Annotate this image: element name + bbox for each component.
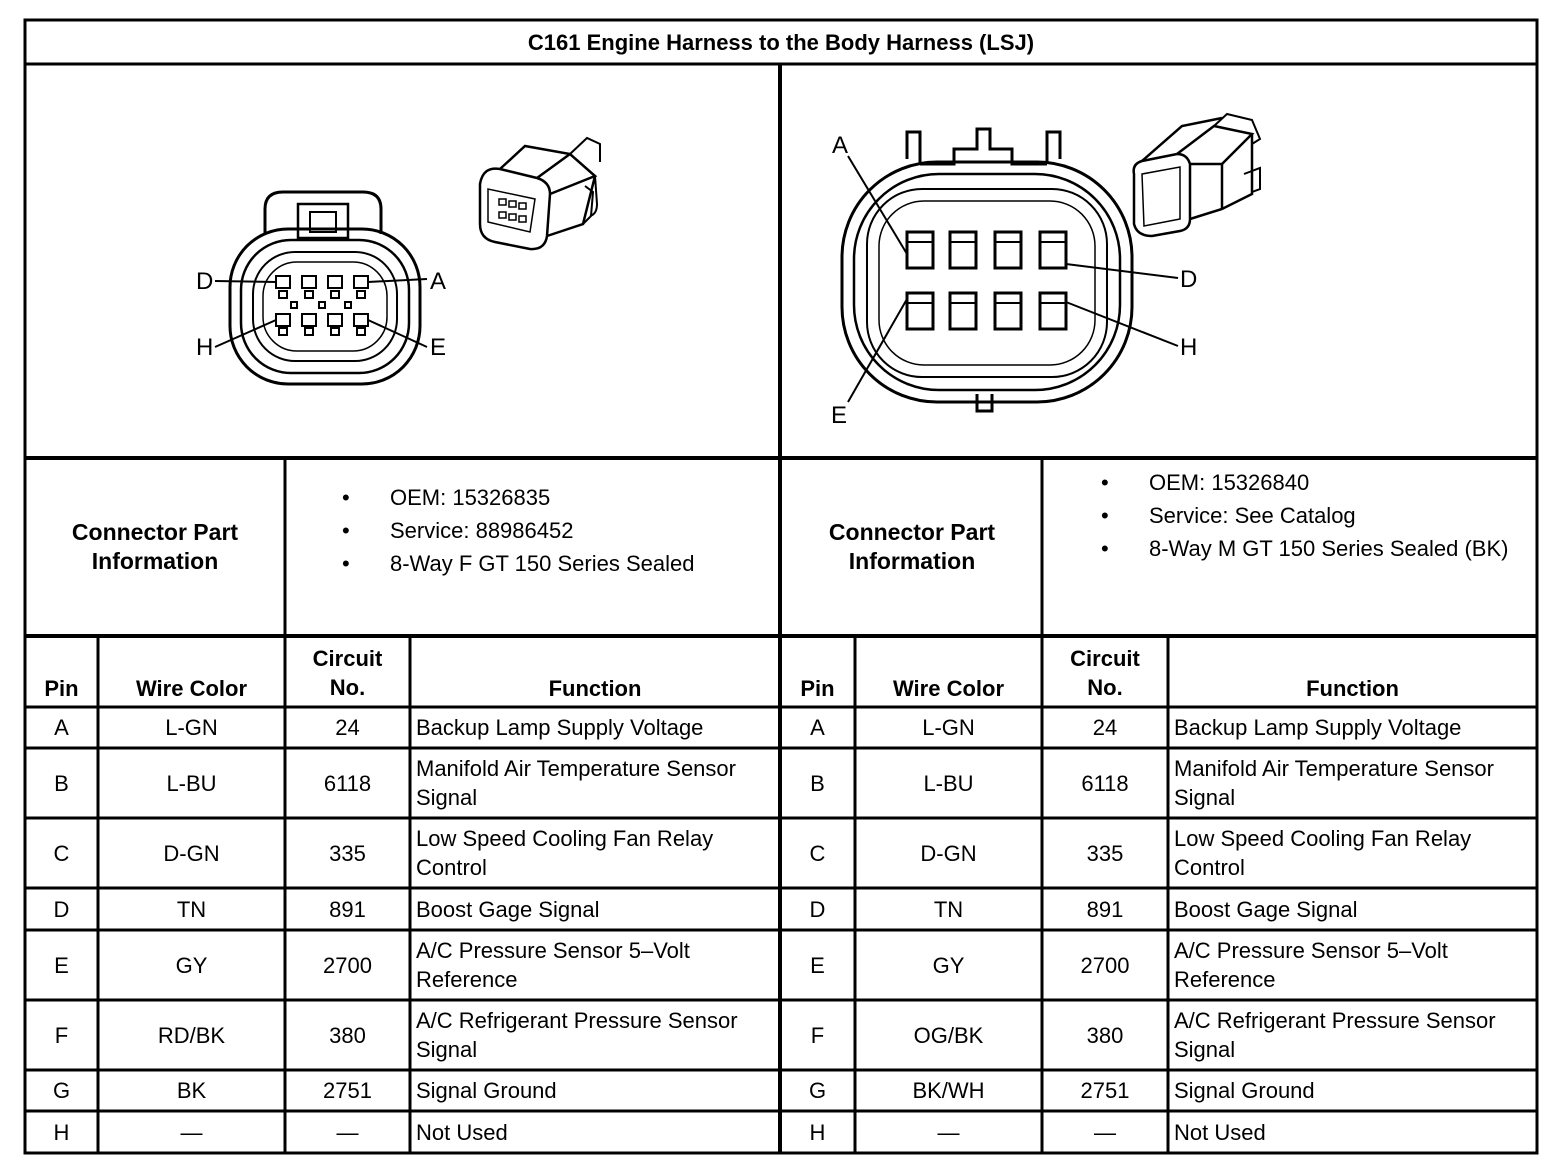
right-cell-pin: H	[809, 1119, 826, 1145]
left-cell-wire-color: D-GN	[163, 840, 220, 866]
right-cell-pin: C	[809, 840, 826, 866]
left-callout-a: A	[430, 268, 447, 295]
right-cell-pin: E	[810, 952, 825, 978]
left-cell-wire-color: L-BU	[166, 770, 217, 796]
right-header-pin: Pin	[800, 676, 835, 701]
right-cell-circuit-no: 24	[1092, 715, 1118, 740]
right-callout-h: H	[1180, 334, 1198, 361]
left-cell-pin: E	[54, 952, 69, 978]
left-cell-circuit-no: 2700	[323, 952, 372, 978]
left-callout-d: D	[196, 268, 214, 295]
left-header-pin: Pin	[44, 676, 79, 701]
left-cell-circuit-no: 2751	[323, 1078, 372, 1103]
left-cell-circuit-no: —	[336, 1119, 359, 1145]
right-header-circuit-no: Circuit No.	[1070, 645, 1140, 700]
right-cell-circuit-no: 2700	[1080, 952, 1130, 978]
left-service-number: • Service: 88986452	[326, 514, 776, 547]
right-cell-function: Signal Ground	[1174, 1078, 1315, 1103]
right-cell-wire-color: L-GN	[922, 715, 975, 740]
left-connector-type: • 8-Way F GT 150 Series Sealed	[326, 547, 776, 580]
right-callout-e: E	[831, 402, 848, 429]
left-cell-pin: G	[52, 1078, 71, 1103]
left-cell-function: Low Speed Cooling Fan Relay Control	[416, 826, 714, 880]
right-cell-circuit-no: —	[1094, 1119, 1116, 1145]
right-cell-pin: G	[808, 1078, 827, 1103]
right-part-info-list	[1085, 468, 1530, 567]
right-cell-wire-color: OG/BK	[913, 1022, 984, 1048]
right-cell-circuit-no: 2751	[1080, 1078, 1130, 1103]
right-callout-d: D	[1180, 266, 1198, 293]
right-cell-function: Low Speed Cooling Fan Relay Control	[1174, 826, 1472, 880]
right-cell-circuit-no: 891	[1086, 896, 1124, 922]
left-cell-circuit-no: 24	[335, 715, 360, 740]
right-cell-pin: F	[810, 1022, 825, 1048]
right-cell-wire-color: —	[937, 1119, 960, 1145]
right-cell-function: Not Used	[1174, 1119, 1266, 1145]
right-header-wire-color: Wire Color	[892, 676, 1005, 701]
left-cell-function: A/C Refrigerant Pressure Sensor Signal	[416, 1008, 738, 1062]
left-cell-function: Not Used	[416, 1119, 508, 1145]
page-title: C161 Engine Harness to the Body Harness (LSJ)	[527, 29, 1035, 55]
left-cell-circuit-no: 380	[329, 1022, 366, 1048]
right-service-number: • Service: See Catalog	[1085, 501, 1530, 530]
left-cell-wire-color: TN	[176, 896, 207, 922]
left-cell-function: Signal Ground	[416, 1078, 557, 1103]
left-callout-e: E	[430, 334, 447, 361]
left-callout-h: H	[196, 334, 214, 361]
left-cell-wire-color: RD/BK	[157, 1022, 226, 1048]
right-cell-function: Backup Lamp Supply Voltage	[1174, 715, 1462, 740]
left-cell-circuit-no: 891	[329, 896, 366, 922]
left-header-circuit-no: Circuit No.	[312, 645, 383, 700]
left-cell-function: Backup Lamp Supply Voltage	[416, 715, 704, 740]
left-cell-wire-color: BK	[176, 1078, 207, 1103]
right-cell-function: A/C Refrigerant Pressure Sensor Signal	[1174, 1008, 1496, 1062]
right-cell-wire-color: TN	[933, 896, 964, 922]
right-cell-wire-color: D-GN	[920, 840, 977, 866]
right-header-function: Function	[1306, 676, 1399, 701]
right-oem-number: • OEM: 15326840	[1085, 468, 1530, 497]
left-header-wire-color: Wire Color	[135, 676, 248, 701]
male-connector-face-drawing	[782, 64, 1537, 458]
right-connector-type: • 8-Way M GT 150 Series Sealed (BK)	[1085, 534, 1530, 563]
left-cell-function: Manifold Air Temperature Sensor Signal	[416, 756, 736, 810]
right-cell-pin: A	[810, 715, 825, 740]
female-connector-face-drawing	[25, 64, 780, 458]
left-cell-wire-color: —	[180, 1119, 203, 1145]
left-cell-pin: B	[54, 770, 69, 796]
right-cell-circuit-no: 380	[1086, 1022, 1124, 1048]
left-cell-wire-color: GY	[175, 952, 208, 978]
right-info-label: Connector Part Information	[828, 519, 996, 574]
right-cell-wire-color: GY	[932, 952, 965, 978]
left-cell-pin: D	[53, 896, 70, 922]
right-cell-pin: B	[810, 770, 825, 796]
left-cell-wire-color: L-GN	[165, 715, 218, 740]
left-info-label: Connector Part Information	[71, 519, 239, 574]
right-cell-wire-color: L-BU	[923, 770, 974, 796]
right-cell-function: Boost Gage Signal	[1174, 896, 1358, 922]
left-cell-pin: C	[53, 840, 70, 866]
left-cell-pin: A	[54, 715, 69, 740]
right-cell-circuit-no: 335	[1086, 840, 1124, 866]
right-cell-function: A/C Pressure Sensor 5–Volt Reference	[1174, 938, 1448, 992]
right-cell-function: Manifold Air Temperature Sensor Signal	[1174, 756, 1494, 810]
right-cell-wire-color: BK/WH	[912, 1078, 985, 1103]
left-cell-function: A/C Pressure Sensor 5–Volt Reference	[416, 938, 690, 992]
right-cell-pin: D	[809, 896, 826, 922]
right-cell-circuit-no: 6118	[1081, 770, 1129, 796]
right-callout-a: A	[832, 132, 849, 159]
left-part-info-list	[326, 481, 776, 580]
left-header-function: Function	[548, 676, 642, 701]
left-cell-pin: F	[54, 1022, 69, 1048]
left-cell-circuit-no: 6118	[323, 770, 372, 796]
left-oem-number: • OEM: 15326835	[326, 481, 776, 514]
left-cell-pin: H	[53, 1119, 70, 1145]
left-cell-function: Boost Gage Signal	[416, 896, 600, 922]
left-cell-circuit-no: 335	[329, 840, 366, 866]
